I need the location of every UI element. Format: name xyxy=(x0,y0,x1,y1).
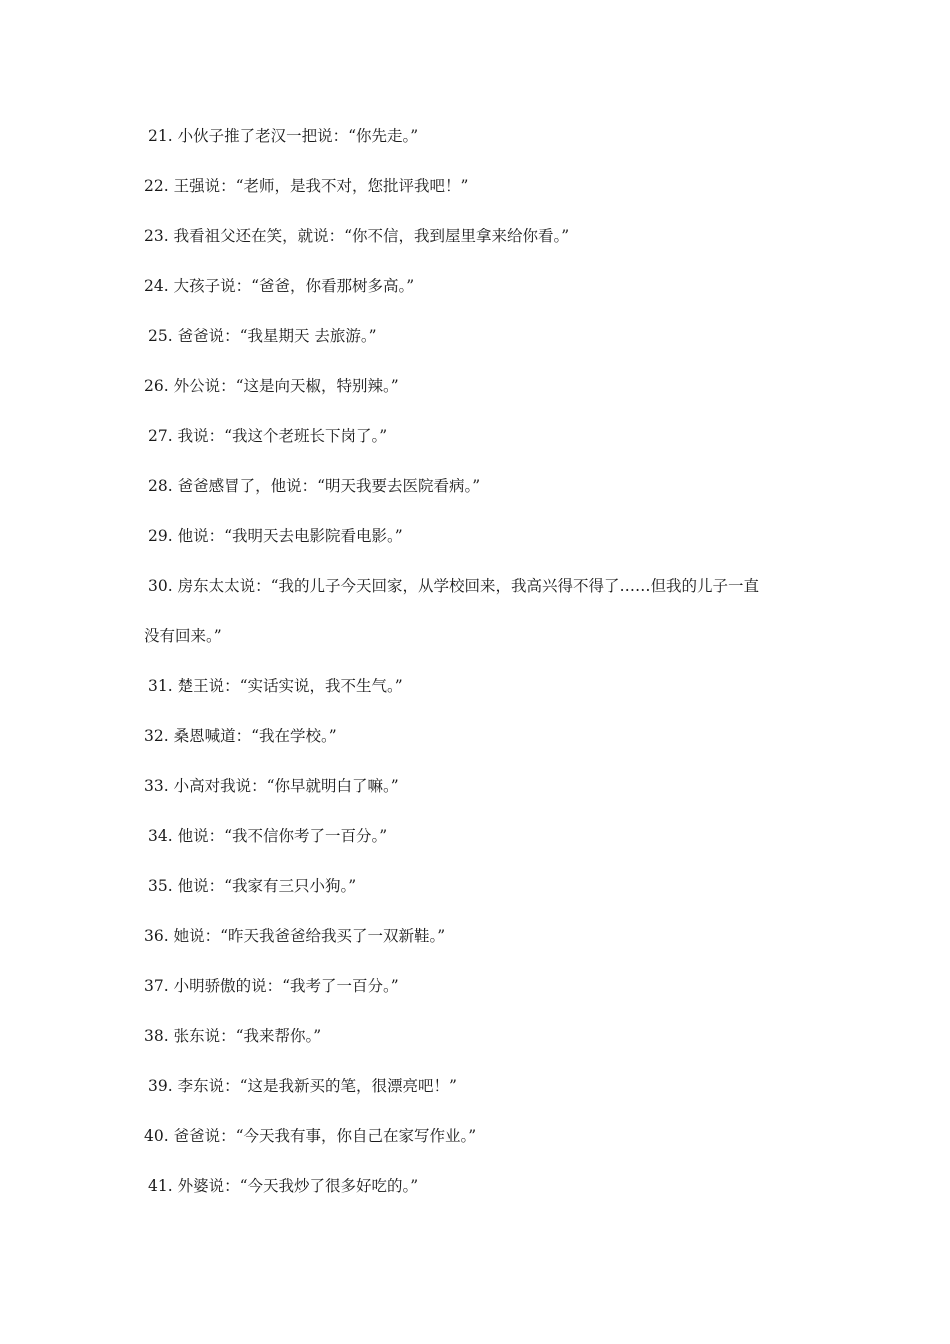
exercise-line: 25. 爸爸说：“我星期天 去旅游。” xyxy=(148,327,377,345)
exercise-line: 35. 他说：“我家有三只小狗。” xyxy=(148,877,357,895)
exercise-line: 31. 楚王说：“实话实说，我不生气。” xyxy=(148,677,403,695)
exercise-line: 30. 房东太太说：“我的儿子今天回家，从学校回来，我高兴得不得了……但我的儿子一直 xyxy=(148,577,760,595)
exercise-line: 26. 外公说：“这是向天椒，特别辣。” xyxy=(144,377,399,395)
exercise-line: 24. 大孩子说：“爸爸，你看那树多高。” xyxy=(144,277,415,295)
exercise-line: 23. 我看祖父还在笑，就说：“你不信，我到屋里拿来给你看。” xyxy=(144,227,570,245)
exercise-line-continuation: 没有回来。” xyxy=(144,627,222,645)
exercise-line: 21. 小伙子推了老汉一把说：“你先走。” xyxy=(148,127,419,145)
exercise-line: 41. 外婆说：“今天我炒了很多好吃的。” xyxy=(148,1177,419,1195)
exercise-line: 38. 张东说：“我来帮你。” xyxy=(144,1027,322,1045)
exercise-line: 39. 李东说：“这是我新买的笔，很漂亮吧！” xyxy=(148,1077,457,1095)
exercise-list xyxy=(144,122,824,1222)
exercise-line: 36. 她说：“昨天我爸爸给我买了一双新鞋。” xyxy=(144,927,446,945)
exercise-line: 33. 小高对我说：“你早就明白了嘛。” xyxy=(144,777,399,795)
exercise-line: 29. 他说：“我明天去电影院看电影。” xyxy=(148,527,403,545)
exercise-line: 40. 爸爸说：“今天我有事，你自己在家写作业。” xyxy=(144,1127,477,1145)
exercise-line: 22. 王强说：“老师，是我不对，您批评我吧！” xyxy=(144,177,469,195)
exercise-line: 37. 小明骄傲的说：“我考了一百分。” xyxy=(144,977,399,995)
exercise-line: 28. 爸爸感冒了，他说：“明天我要去医院看病。” xyxy=(148,477,481,495)
exercise-line: 27. 我说：“我这个老班长下岗了。” xyxy=(148,427,388,445)
exercise-line: 32. 桑恩喊道：“我在学校。” xyxy=(144,727,337,745)
exercise-line: 34. 他说：“我不信你考了一百分。” xyxy=(148,827,388,845)
